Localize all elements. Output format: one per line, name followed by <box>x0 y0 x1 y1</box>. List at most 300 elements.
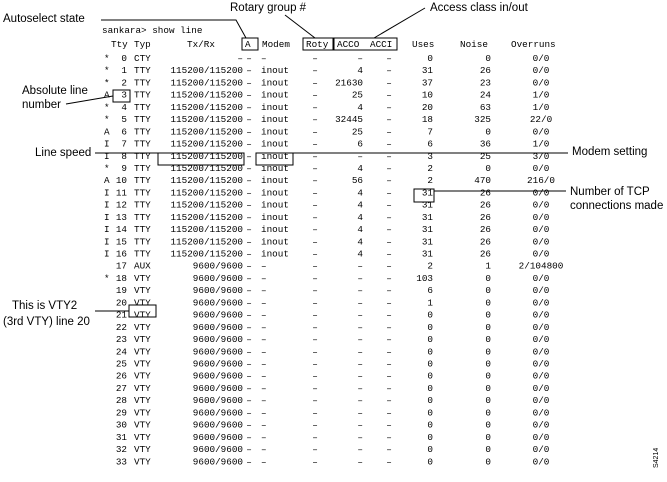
cell-noise: 24 <box>479 89 491 101</box>
table-row <box>116 456 550 467</box>
cell-acco: 4 <box>357 187 363 199</box>
cell-a: – <box>246 199 252 211</box>
cell-a: – <box>246 346 252 358</box>
cell-acci: – <box>386 260 392 272</box>
cell-overruns: 0/0 <box>532 407 550 419</box>
cell-overruns: 0/0 <box>532 236 550 248</box>
cell-roty: – <box>312 211 318 223</box>
cell-roty: – <box>312 285 318 297</box>
cell-acci: – <box>386 248 392 260</box>
table-row <box>116 371 550 382</box>
cell-acci: – <box>386 126 392 138</box>
header-txrx: Tx/Rx <box>187 39 215 50</box>
cell-txrx: 9600/9600 <box>192 358 243 370</box>
cell-acci: – <box>386 456 392 468</box>
cell-acco: 4 <box>357 248 363 260</box>
cell-typ: VTY <box>134 382 151 394</box>
cell-tty: 16 <box>115 248 127 260</box>
cell-txrx: 115200/115200 <box>170 65 243 77</box>
cell-modem: inout <box>261 236 289 248</box>
cell-roty: – <box>312 431 318 443</box>
cell-overruns: 22/0 <box>529 114 553 126</box>
cell-modem: – <box>261 431 267 443</box>
cell-roty: – <box>312 236 318 248</box>
cell-txrx: – <box>237 53 243 64</box>
cell-uses: 31 <box>421 199 433 211</box>
cell-acco: 4 <box>357 101 363 113</box>
cell-a: – <box>246 382 252 394</box>
table-row <box>116 383 550 394</box>
cell-modem: inout <box>261 126 289 138</box>
cell-acco: 21630 <box>335 77 363 89</box>
cell-noise: 325 <box>474 114 491 126</box>
cell-roty: – <box>312 358 318 370</box>
cell-roty: – <box>312 444 318 455</box>
cell-acci: – <box>386 211 392 223</box>
cell-roty: – <box>312 273 318 284</box>
cell-modem: – <box>261 309 267 321</box>
cell-tty: 28 <box>115 395 127 407</box>
cell-roty: – <box>312 89 318 101</box>
cell-typ: VTY <box>134 285 151 297</box>
cell-txrx: 9600/9600 <box>192 285 243 297</box>
cell-uses: 2 <box>427 260 433 272</box>
cell-a: – <box>246 456 252 468</box>
cell-a: – <box>246 285 252 297</box>
cell-uses: 0 <box>427 431 433 443</box>
cell-txrx: 115200/115200 <box>170 163 243 174</box>
cell-tty: 27 <box>115 382 127 394</box>
cell-acci: – <box>386 187 392 199</box>
cell-roty: – <box>312 382 318 394</box>
cell-roty: – <box>312 297 318 309</box>
cell-a: – <box>246 431 252 443</box>
cell-noise: 26 <box>479 224 491 236</box>
callout-modem-setting: Modem setting <box>572 146 648 158</box>
table-row <box>116 310 550 321</box>
cell-flag: I <box>104 187 110 199</box>
cell-uses: 0 <box>427 407 433 419</box>
figure-id: S4214 <box>653 447 660 468</box>
cell-roty: – <box>312 163 318 174</box>
cell-overruns: 0/0 <box>532 309 550 321</box>
cell-uses: 0 <box>427 334 433 346</box>
cell-overruns: 0/0 <box>532 297 550 309</box>
cell-flag: I <box>104 199 110 211</box>
cell-txrx: 9600/9600 <box>192 297 243 309</box>
table-row <box>116 285 550 296</box>
table-row <box>104 212 549 223</box>
cell-flag: I <box>104 138 110 150</box>
callout-absolute-line-2: number <box>22 99 61 111</box>
cell-noise: 1 <box>485 260 491 272</box>
cell-txrx: 9600/9600 <box>192 395 243 407</box>
cell-typ: VTY <box>134 395 151 407</box>
cell-flag: A <box>104 175 110 187</box>
cell-noise: 26 <box>479 211 491 223</box>
cell-roty: – <box>312 309 318 321</box>
cell-roty: – <box>312 395 318 407</box>
cell-typ: VTY <box>134 431 151 443</box>
cell-overruns: 0/0 <box>532 419 550 431</box>
cell-roty: – <box>312 321 318 333</box>
cell-acci: – <box>386 407 392 419</box>
cell-uses: 31 <box>421 248 433 260</box>
cell-uses: 31 <box>421 224 433 236</box>
cell-acco: 6 <box>357 138 363 150</box>
table-row <box>116 346 550 357</box>
table-row <box>116 407 550 418</box>
cell-flag: * <box>104 53 110 64</box>
cell-overruns: 0/0 <box>532 248 550 260</box>
cell-a: – <box>246 126 252 138</box>
cell-uses: 7 <box>427 126 433 138</box>
cell-overruns: 0/0 <box>532 358 550 370</box>
cell-flag: * <box>104 163 110 174</box>
cell-typ: TTY <box>134 126 151 138</box>
cell-flag: I <box>104 248 110 260</box>
cell-a: – <box>246 358 252 370</box>
cell-roty: – <box>312 114 318 126</box>
table-row <box>104 139 549 150</box>
cell-typ: VTY <box>134 334 151 346</box>
cell-noise: 26 <box>479 236 491 248</box>
cell-typ: VTY <box>134 358 151 370</box>
cell-acco: – <box>357 456 363 468</box>
cell-tty: 5 <box>121 114 127 126</box>
cell-tty: 13 <box>115 211 127 223</box>
cell-a: – <box>246 77 252 89</box>
cell-noise: 63 <box>479 101 491 113</box>
cell-uses: 20 <box>421 101 433 113</box>
cell-roty: – <box>312 126 318 138</box>
cell-a: – <box>246 309 252 321</box>
cell-acco: – <box>357 431 363 443</box>
cell-a: – <box>246 444 252 455</box>
cell-overruns: 0/0 <box>532 224 550 236</box>
cell-acci: – <box>386 321 392 333</box>
cell-a: – <box>246 187 252 199</box>
cell-modem: inout <box>261 138 289 150</box>
cell-acci: – <box>386 309 392 321</box>
header-acci: ACCI <box>370 39 393 50</box>
cell-typ: VTY <box>134 419 151 431</box>
cell-typ: TTY <box>134 211 151 223</box>
cell-roty: – <box>312 419 318 431</box>
cell-noise: 470 <box>474 175 491 187</box>
cell-acci: – <box>386 89 392 101</box>
cell-txrx: 115200/115200 <box>170 211 243 223</box>
cell-acco: 4 <box>357 163 363 174</box>
cell-tty: 20 <box>115 297 127 309</box>
cell-a: – <box>246 150 252 162</box>
cell-acci: – <box>386 395 392 407</box>
cell-typ: AUX <box>134 260 151 272</box>
cell-acco: – <box>357 382 363 394</box>
cell-a: – <box>246 370 252 382</box>
cell-txrx: 115200/115200 <box>170 126 243 138</box>
cell-tty: 31 <box>115 431 127 443</box>
cell-txrx: 115200/115200 <box>170 77 243 89</box>
cell-tty: 21 <box>115 309 127 321</box>
cell-acco: – <box>357 297 363 309</box>
cell-acci: – <box>386 334 392 346</box>
cell-a: – <box>246 89 252 101</box>
cell-modem: – <box>261 260 267 272</box>
cell-txrx: 9600/9600 <box>192 309 243 321</box>
cell-flag: * <box>104 101 110 113</box>
table-row <box>116 334 550 345</box>
cell-txrx: 115200/115200 <box>170 199 243 211</box>
table-row <box>116 297 550 308</box>
cell-txrx: 115200/115200 <box>170 138 243 150</box>
cell-a: – <box>246 297 252 309</box>
cell-acco: – <box>357 53 363 64</box>
cell-a: – <box>246 395 252 407</box>
table-row <box>104 151 549 162</box>
cell-acco: – <box>357 346 363 358</box>
cell-tty: 19 <box>115 285 127 297</box>
cell-uses: 2 <box>427 163 433 174</box>
callout-vty2-1: This is VTY2 <box>12 300 78 312</box>
cell-overruns: 0/0 <box>532 285 550 297</box>
cell-noise: 0 <box>485 444 491 455</box>
cell-typ: VTY <box>134 309 151 321</box>
cell-overruns: 0/0 <box>532 126 550 138</box>
cell-overruns: 2/104800 <box>518 260 564 272</box>
cell-a: – <box>246 138 252 150</box>
cell-uses: 0 <box>427 370 433 382</box>
cell-a: – <box>246 224 252 236</box>
cell-acci: – <box>386 175 392 187</box>
header-noise: Noise <box>460 39 488 50</box>
cell-acci: – <box>386 358 392 370</box>
cell-acco: – <box>357 309 363 321</box>
table-row <box>116 444 550 455</box>
cell-flag: A <box>104 89 110 101</box>
cell-uses: 0 <box>427 358 433 370</box>
cell-a: – <box>246 65 252 77</box>
cell-txrx: 115200/115200 <box>170 224 243 236</box>
cell-acco: 4 <box>357 199 363 211</box>
cell-noise: 0 <box>485 297 491 309</box>
cell-roty: – <box>312 65 318 77</box>
cell-acco: – <box>357 285 363 297</box>
cell-modem: – <box>261 321 267 333</box>
cell-typ: TTY <box>134 101 151 113</box>
cell-modem: – <box>261 395 267 407</box>
cell-overruns: 0/0 <box>532 273 550 284</box>
cell-a: – <box>246 175 252 187</box>
cell-roty: – <box>312 150 318 162</box>
cell-acco: 25 <box>351 126 363 138</box>
cell-noise: 26 <box>479 187 491 199</box>
cell-typ: TTY <box>134 150 151 162</box>
cell-modem: – <box>261 382 267 394</box>
cell-flag: * <box>104 77 110 89</box>
cell-uses: 6 <box>427 285 433 297</box>
cell-acci: – <box>386 163 392 174</box>
cell-roty: – <box>312 224 318 236</box>
callout-absolute-line-1: Absolute line <box>22 85 88 97</box>
cell-overruns: 0/0 <box>532 334 550 346</box>
cell-tty: 1 <box>121 65 127 77</box>
table-row <box>104 273 549 284</box>
access-class-leader-line <box>374 8 425 38</box>
cell-noise: 23 <box>479 77 491 89</box>
cell-overruns: 0/0 <box>532 187 550 199</box>
cell-typ: VTY <box>134 346 151 358</box>
cell-tty: 15 <box>115 236 127 248</box>
cell-tty: 32 <box>115 444 127 455</box>
cell-uses: 37 <box>421 77 433 89</box>
table-row <box>104 90 549 101</box>
cell-overruns: 0/0 <box>532 53 550 64</box>
cell-acco: – <box>357 334 363 346</box>
cell-overruns: 0/0 <box>532 370 550 382</box>
cell-roty: – <box>312 77 318 89</box>
cell-uses: 0 <box>427 456 433 468</box>
table-row <box>104 114 552 125</box>
table-row <box>116 432 550 443</box>
cell-noise: 0 <box>485 126 491 138</box>
cell-a: – <box>246 101 252 113</box>
callout-line-speed: Line speed <box>35 147 92 159</box>
callout-vty2-2: (3rd VTY) line 20 <box>3 316 90 328</box>
table-row <box>116 322 550 333</box>
cell-overruns: 0/0 <box>532 395 550 407</box>
cell-typ: VTY <box>134 273 151 284</box>
cell-typ: VTY <box>134 456 151 468</box>
cell-tty: 7 <box>121 138 127 150</box>
cell-noise: 0 <box>485 273 491 284</box>
cell-noise: 0 <box>485 285 491 297</box>
cell-typ: TTY <box>134 199 151 211</box>
cell-a: – <box>246 419 252 431</box>
cell-modem: – <box>261 346 267 358</box>
cell-modem: inout <box>261 187 289 199</box>
cell-modem: inout <box>261 163 289 174</box>
cell-modem: – <box>261 419 267 431</box>
cell-tty: 14 <box>115 224 127 236</box>
header-a: A <box>245 39 251 50</box>
cell-txrx: 9600/9600 <box>192 321 243 333</box>
table-row <box>104 249 549 260</box>
cell-flag: * <box>104 114 110 126</box>
cell-acci: – <box>386 77 392 89</box>
cell-typ: CTY <box>134 53 151 64</box>
cell-noise: 0 <box>485 419 491 431</box>
cell-flag: I <box>104 211 110 223</box>
cell-tty: 22 <box>115 321 127 333</box>
cell-overruns: 216/0 <box>527 175 555 187</box>
cell-uses: 6 <box>427 138 433 150</box>
cell-overruns: 1/0 <box>532 101 550 113</box>
cell-noise: 0 <box>485 382 491 394</box>
cell-modem: – <box>261 285 267 297</box>
cell-acco: 4 <box>357 65 363 77</box>
cell-acco: – <box>357 321 363 333</box>
cell-typ: TTY <box>134 236 151 248</box>
cell-uses: 0 <box>427 419 433 431</box>
cell-acco: – <box>357 150 363 162</box>
cell-overruns: 0/0 <box>532 199 550 211</box>
cell-roty: – <box>312 346 318 358</box>
cell-modem: inout <box>261 211 289 223</box>
cell-txrx: 115200/115200 <box>170 236 243 248</box>
cell-noise: 0 <box>485 456 491 468</box>
cell-modem: inout <box>261 77 289 89</box>
cell-acci: – <box>386 114 392 126</box>
cell-modem: inout <box>261 101 289 113</box>
callout-rotary-group: Rotary group # <box>230 2 307 14</box>
cell-modem: – <box>261 444 267 455</box>
table-row <box>104 200 549 211</box>
cell-acco: – <box>357 444 363 455</box>
cell-tty: 33 <box>115 456 127 468</box>
cell-modem: inout <box>261 65 289 77</box>
cell-overruns: 0/0 <box>532 456 550 468</box>
cell-noise: 26 <box>479 65 491 77</box>
cell-overruns: 0/0 <box>532 65 550 77</box>
cell-overruns: 1/0 <box>532 138 550 150</box>
cell-tty: 3 <box>121 89 127 101</box>
cell-txrx: 9600/9600 <box>192 407 243 419</box>
cell-txrx: 9600/9600 <box>192 346 243 358</box>
cell-roty: – <box>312 101 318 113</box>
cell-tty: 12 <box>115 199 127 211</box>
callout-tcp-connections-2: connections made <box>570 200 664 212</box>
cell-tty: 24 <box>115 346 127 358</box>
command-prompt: sankara> show line <box>102 25 203 36</box>
cell-overruns: 1/0 <box>532 89 550 101</box>
cell-noise: 0 <box>485 334 491 346</box>
cell-typ: TTY <box>134 77 151 89</box>
cell-typ: TTY <box>134 224 151 236</box>
cell-a: – <box>246 211 252 223</box>
callout-tcp-connections-1: Number of TCP <box>570 186 650 198</box>
cell-a: – <box>246 407 252 419</box>
cell-overruns: 0/0 <box>532 163 550 174</box>
cell-noise: 26 <box>479 199 491 211</box>
cell-roty: – <box>312 248 318 260</box>
cell-roty: – <box>312 138 318 150</box>
cell-acci: – <box>386 419 392 431</box>
cell-tty: 23 <box>115 334 127 346</box>
cell-flag: I <box>104 150 110 162</box>
cell-overruns: 0/0 <box>532 77 550 89</box>
cell-tty: 17 <box>115 260 127 272</box>
table-row <box>104 65 549 76</box>
cell-typ: VTY <box>134 407 151 419</box>
cell-acci: – <box>386 53 392 64</box>
cell-acco: – <box>357 273 363 284</box>
cell-modem: inout <box>261 175 289 187</box>
cell-modem: inout <box>261 114 289 126</box>
cell-acco: – <box>357 407 363 419</box>
cell-a: – <box>246 248 252 260</box>
cell-acci: – <box>386 444 392 455</box>
cell-modem: inout <box>261 248 289 260</box>
line-table <box>104 53 563 467</box>
cell-acco: 4 <box>357 224 363 236</box>
cell-flag: I <box>104 224 110 236</box>
cell-uses: 0 <box>427 53 433 64</box>
cell-acco: – <box>357 395 363 407</box>
cell-a: – <box>246 163 252 174</box>
callout-autoselect-state: Autoselect state <box>3 13 85 25</box>
cell-uses: 0 <box>427 382 433 394</box>
